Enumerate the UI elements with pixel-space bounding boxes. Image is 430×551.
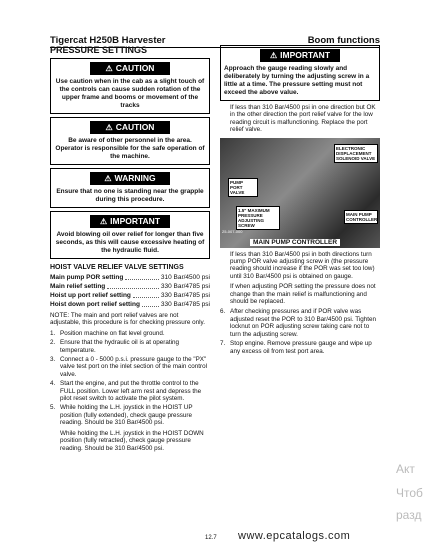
important-text: Avoid blowing oil over relief for longer than five seconds, as this will cause excessive heating of the hydraulic fluid. <box>55 231 205 254</box>
paragraph: If less than 310 Bar/4500 psi in both directions turn pump POR valve adjusting screw in (the pressure reading should increase if the POR was set too low) until 310 Bar/4500 psi is obtained on gauge. <box>230 250 375 280</box>
caution-text: Be aware of other personnel in the area. Operator is responsible for the safe operation of the machine. <box>55 137 205 160</box>
step-item: 1. Position machine on flat level ground. <box>50 329 165 337</box>
pump-controller-photo <box>220 138 380 248</box>
step-item: 7. Stop engine. Remove pressure gauge and wipe up any excess oil from test port area. <box>220 340 372 355</box>
setting-row: Main relief setting 330 Bar/4785 psi <box>50 283 210 290</box>
paragraph: If when adjusting POR setting the pressure does not change than the main relief is malfunctioning and should be replaced. <box>230 283 376 306</box>
step-item: 3. Connect a 0 - 5000 p.s.i. pressure gauge to the "PX" valve test port on the inlet section of the main control valve. <box>50 356 208 378</box>
warning-triangle-icon: ⚠ <box>105 64 113 73</box>
warning-text: Ensure that no one is standing near the grapple during this procedure. <box>56 188 204 203</box>
photo-label: MAIN PUMP CONTROLLER <box>346 211 378 222</box>
photo-caption: MAIN PUMP CONTROLLER <box>250 239 340 246</box>
step-continuation: While holding the L.H. joystick in the HOIST DOWN position (fully retracted), check gauge pressure reading. Should be 310 Bar/4500 psi. <box>60 429 204 452</box>
warning-box: ⚠ WARNING Ensure that no one is standing near the grapple during this procedure. <box>50 168 210 208</box>
header-title: Tigercat H250B Harvester <box>50 35 166 46</box>
ghost-text: Чтоб <box>396 486 423 500</box>
step-item: 4. Start the engine, and put the throttle control to the FULL position. Lower left arm rest and depress the pilot reset switch to activate the pilot system. <box>50 380 202 403</box>
warning-triangle-icon: ⚠ <box>99 217 108 226</box>
step-item: 5. While holding the L.H. joystick in the HOIST UP position (fully extended), check gauge pressure reading. Should be 310 Bar/4500 psi. <box>50 404 193 427</box>
setting-row: Hoist up port relief setting 330 Bar/4785 psi <box>50 292 210 299</box>
important-box: ⚠ IMPORTANT Approach the gauge reading slowly and deliberately by turning the adjusting screw in a little at a time. The pressure setting must not exceed the above value. <box>220 45 380 101</box>
watermark: www.epcatalogs.com <box>238 530 351 542</box>
important-box: ⚠ IMPORTANT Avoid blowing oil over relief for longer than five seconds, as this will cause excessive heating of the hydraulic fluid. <box>50 211 210 259</box>
hoist-title: HOIST VALVE RELIEF VALVE SETTINGS <box>50 264 184 271</box>
section-title: PRESSURE SETTINGS <box>50 45 148 55</box>
photo-label: PUMP PORT VALVE <box>228 178 258 197</box>
setting-row: Hoist down port relief setting 330 Bar/4785 psi <box>50 301 210 308</box>
step-item: 2. Ensure that the hydraulic oil is at operating temperature. <box>50 339 180 354</box>
step-item: 6. After checking pressures and if POR valve was adjusted reset the POR to 310 Bar/4500 psi. Tighten locknut on POR adjusting screw taking care not to turn the adjusting screw. <box>220 308 376 338</box>
caution-text: Use caution when in the cab as a slight touch of the controls can cause sudden rotation of the upper frame and booms or movement of the tracks <box>55 78 205 109</box>
photo-label: ELECTRONIC DISPLACEMENT SOLENOID VALVE <box>334 144 378 163</box>
warning-triangle-icon: ⚠ <box>104 174 112 183</box>
setting-row: Main pump POR setting 310 Bar/4500 psi <box>50 274 210 281</box>
caution-box: ⚠ CAUTION Use caution when in the cab as a slight touch of the controls can cause sudden rotation of the upper frame and booms or movement of the tracks <box>50 58 210 114</box>
page-number: 12.7 <box>205 535 217 541</box>
caution-box: ⚠ CAUTION Be aware of other personnel in the area. Operator is responsible for the safe operation of the machine. <box>50 117 210 165</box>
header-section: Boom functions <box>307 35 380 46</box>
paragraph: If less than 310 Bar/4500 psi in one direction but OK in the other direction the port relief valve for the low reading circuit is malfunctioning. Replace the port relief valve. <box>230 104 376 134</box>
right-column <box>220 45 380 357</box>
photo-label: 1.5" MAXIMUM PRESSURE ADJUSTING SCREW <box>236 206 280 230</box>
left-column <box>50 58 210 455</box>
ghost-text: Акт <box>396 462 415 476</box>
note-paragraph: NOTE: The main and port relief valves are not adjustable, this procedure is for checking pressure only. <box>50 312 205 327</box>
photo-code: 25-007-000 <box>222 228 243 234</box>
warning-triangle-icon: ⚠ <box>269 51 278 60</box>
important-text: Approach the gauge reading slowly and deliberately by turning the adjusting screw in a little at a time. The pressure setting must not exceed the above value. <box>224 65 370 96</box>
warning-triangle-icon: ⚠ <box>105 123 113 132</box>
ghost-text: разд <box>396 508 422 522</box>
